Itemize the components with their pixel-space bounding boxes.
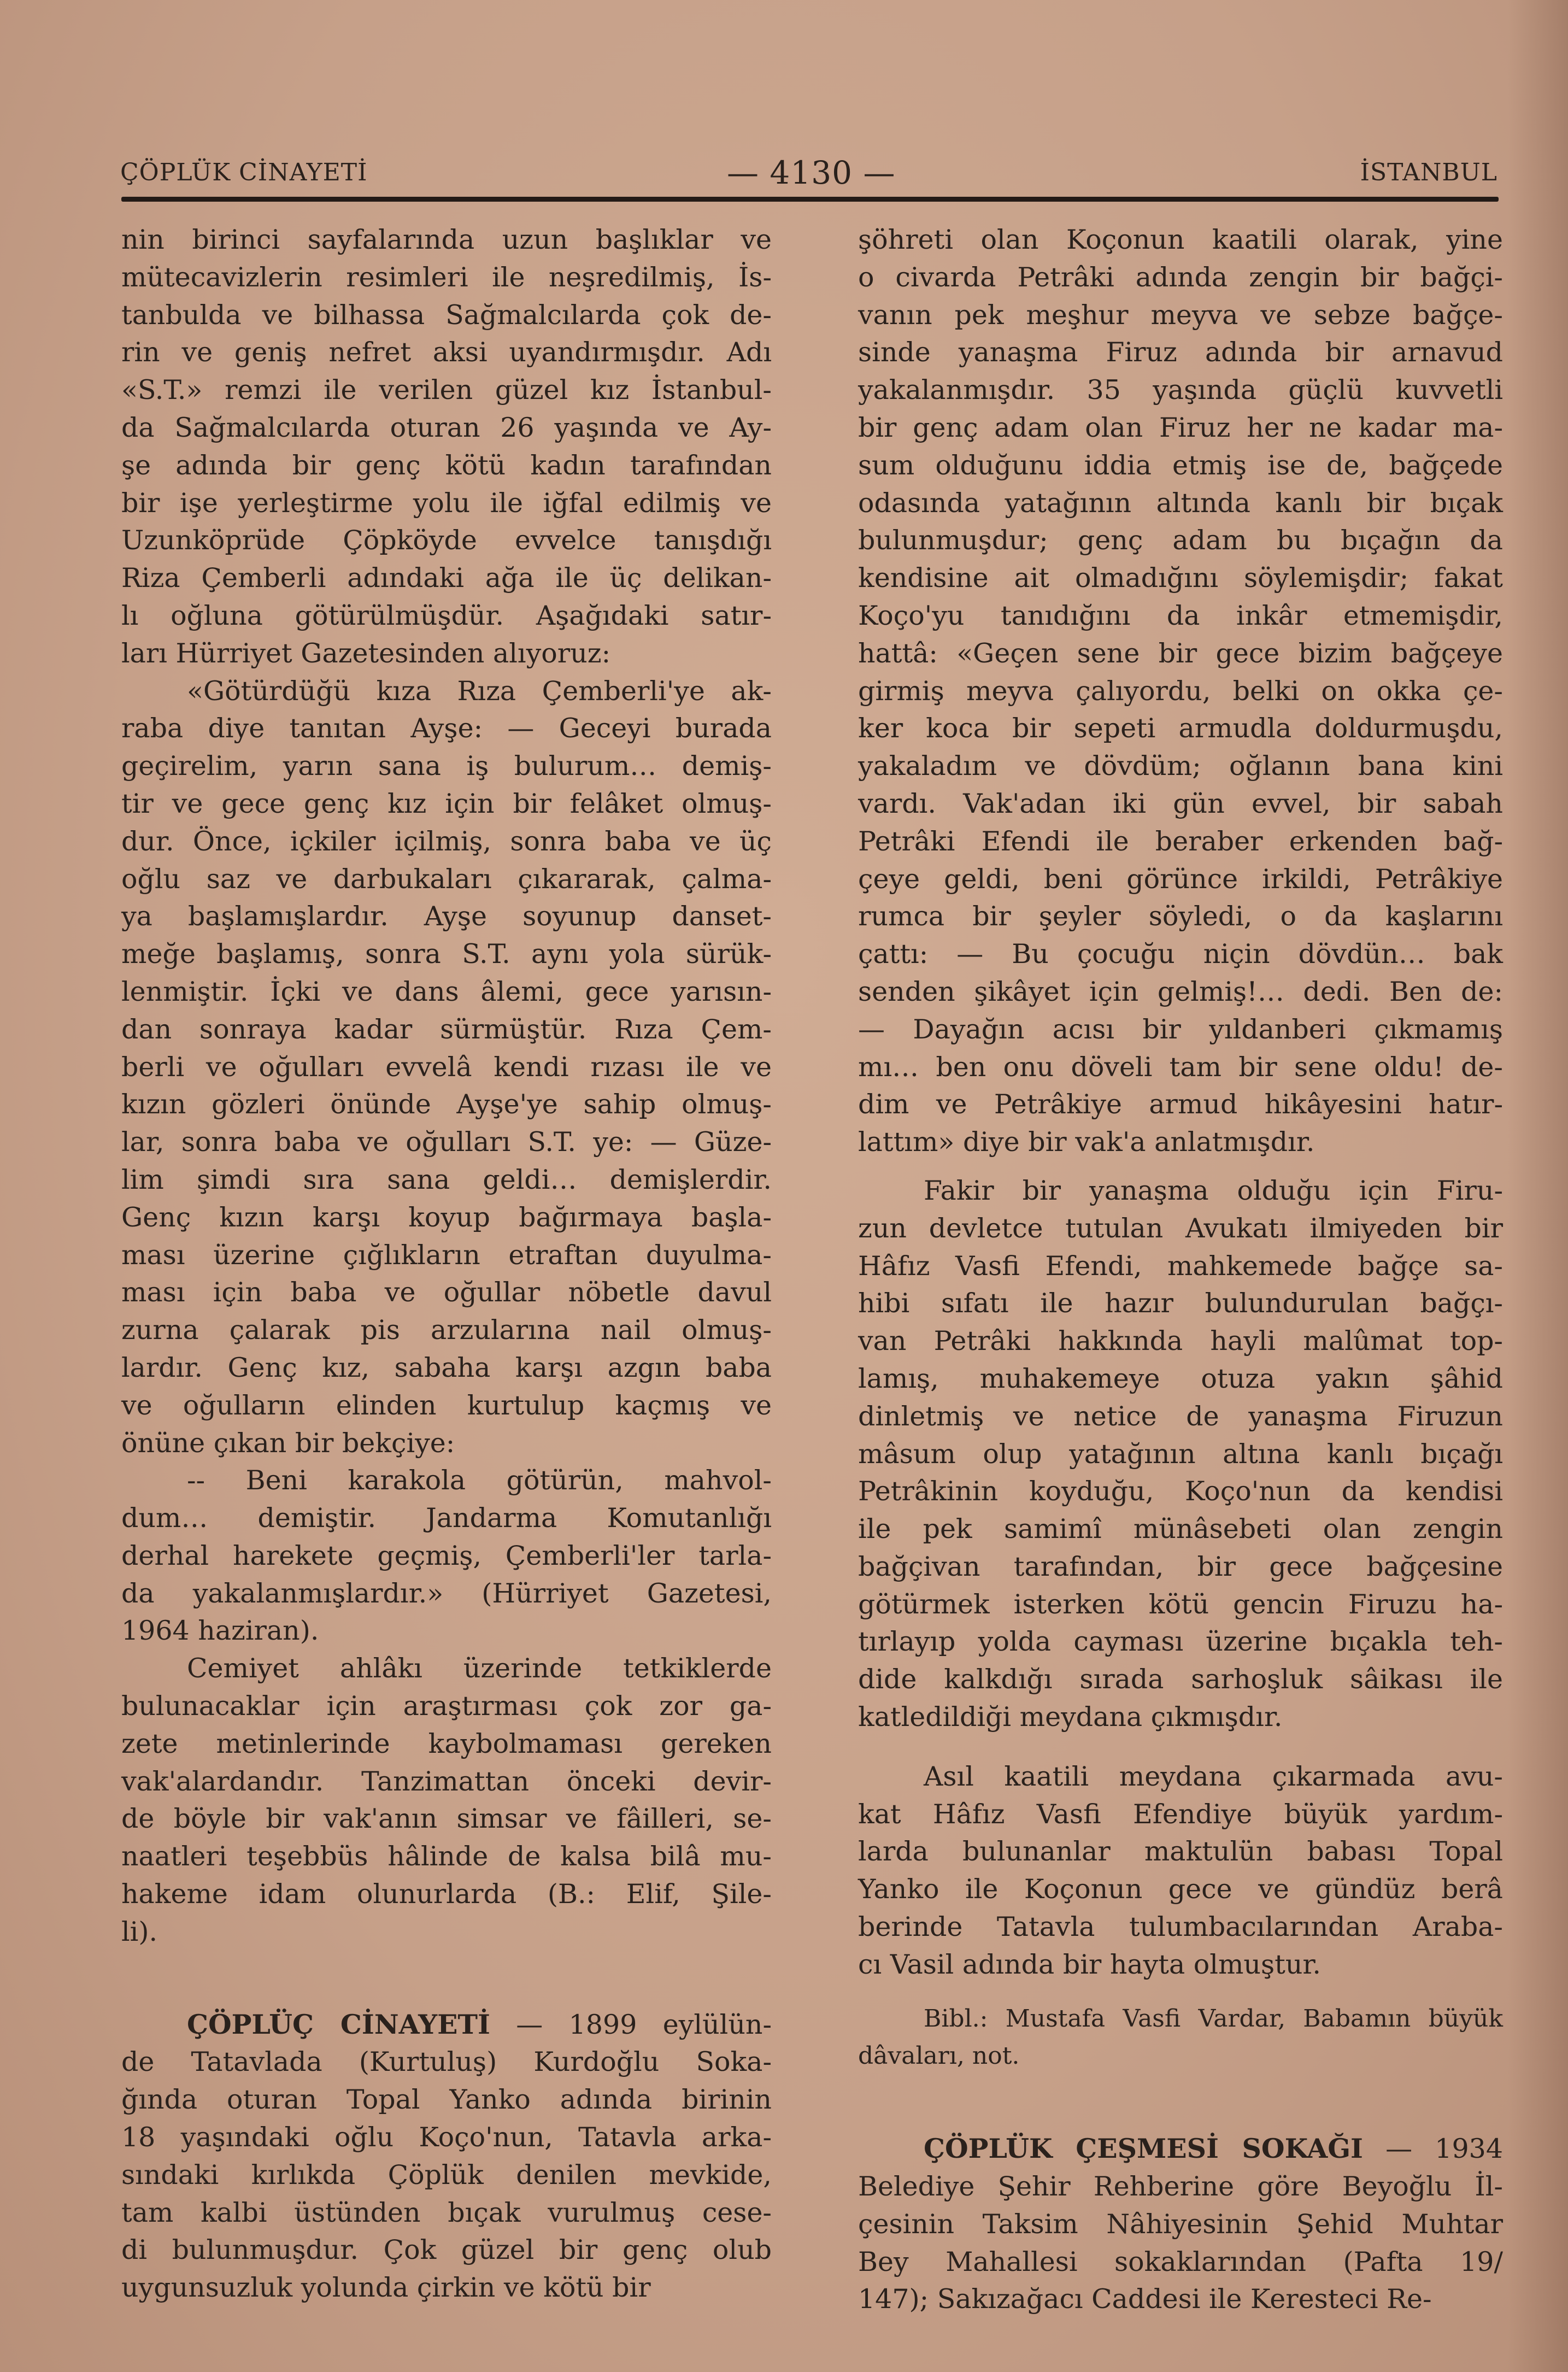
text-line: dinletmiş ve netice de yanaşma Firuzun (858, 1400, 1503, 1432)
spacer (858, 1736, 1503, 1758)
running-header (120, 154, 1497, 191)
entry-title: ÇÖPLÜK ÇEŞMESİ SOKAĞI (924, 2133, 1363, 2165)
text-line: da Sağmalcılarda oturan 26 yaşında ve Ay- (121, 412, 772, 443)
text-line: berinde Tatavla tulumbacılarından Araba- (858, 1911, 1503, 1943)
text-line: vak'alardandır. Tanzimattan önceki devir- (121, 1765, 772, 1797)
text-line: yakaladım ve dövdüm; oğlanın bana kini (858, 750, 1503, 782)
header-entry-title: ÇÖPLÜK CİNAYETİ (120, 158, 368, 186)
text-line: rin ve geniş nefret aksi uyandırmışdır. Adı (121, 337, 772, 368)
left-entry-2-body (121, 2044, 772, 2307)
entry-heading-coplüc-cinayeti (121, 2006, 772, 2044)
text-line: lar, sonra baba ve oğulları S.T. ye: — Güze- (121, 1126, 772, 1158)
text-line: senden şikâyet için gelmiş!… dedi. Ben de: (858, 976, 1503, 1007)
bibliography (858, 2000, 1503, 2076)
text-line: rumca bir şeyler söyledi, o da kaşlarını (858, 901, 1503, 932)
text-line: yakalanmışdır. 35 yaşında güçlü kuvvetli (858, 374, 1503, 406)
text-line: bağçivan tarafından, bir gece bağçesine (858, 1551, 1503, 1582)
text-line: vardı. Vak'adan iki gün evvel, bir sabah (858, 788, 1503, 819)
entry-heading-coplük-cesmesi-sokagi (858, 2130, 1503, 2168)
text-line: Yanko ile Koçonun gece ve gündüz berâ (858, 1874, 1503, 1905)
text-line: çesinin Taksim Nâhiyesinin Şehid Muhtar (858, 2208, 1503, 2240)
text-line: sinde yanaşma Firuz adında bir arnavud (858, 337, 1503, 368)
text-line: -- Beni karakola götürün, mahvol- (187, 1465, 772, 1496)
spacer (858, 1984, 1503, 2000)
text-line: uygunsuzluk yolunda çirkin ve kötü bir (121, 2272, 651, 2304)
text-line: tir ve gece genç kız için bir felâket olmuş- (121, 788, 772, 819)
text-line: dan sonraya kadar sürmüştür. Rıza Çem- (121, 1013, 772, 1045)
spacer (121, 1951, 772, 2006)
text-line: hibi sıfatı ile hazır bulundurulan bağçı- (858, 1288, 1503, 1319)
text-line: larda bulunanlar maktulün babası Topal (858, 1836, 1503, 1868)
text-line: katledildiği meydana çıkmışdır. (858, 1701, 1283, 1733)
text-line: ları Hürriyet Gazetesinden alıyoruz: (121, 637, 611, 669)
text-line: Riza Çemberli adındaki ağa ile üç delikan- (121, 562, 772, 594)
text-line: zurna çalarak pis arzularına nail olmuş- (121, 1314, 772, 1346)
text-line: dide kalkdığı sırada sarhoşluk sâikası ile (858, 1664, 1503, 1695)
text-line: şe adında bir genç kötü kadın tarafından (121, 449, 772, 481)
left-column (121, 221, 772, 2307)
entry-lead: — 1934 (1363, 2133, 1503, 2165)
text-line: zete metinlerinde kaybolmaması gereken (121, 1728, 772, 1759)
text-line: oğlu saz ve darbukaları çıkararak, çalma- (121, 863, 772, 895)
right-entry-3-body (858, 2168, 1503, 2318)
text-line: Asıl kaatili meydana çıkarmada avu- (924, 1760, 1503, 1792)
text-line: lim şimdi sıra sana geldi… demişlerdir. (121, 1164, 772, 1195)
text-line: Koço'yu tanıdığını da inkâr etmemişdir, (858, 600, 1503, 631)
text-line: kat Hâfız Vasfi Efendiye büyük yardım- (858, 1798, 1503, 1830)
text-line: nin birinci sayfalarında uzun başlıklar ve (121, 224, 772, 255)
text-line: Uzunköprüde Çöpköyde evvelce tanışdığı (121, 525, 772, 556)
text-line: berli ve oğulları evvelâ kendi rızası ile ve (121, 1051, 772, 1083)
text-line: sındaki kırlıkda Çöplük denilen mevkide, (121, 2159, 772, 2191)
spacer (858, 1161, 1503, 1172)
text-line: de böyle bir vak'anın simsar ve fâilleri, se- (121, 1803, 772, 1835)
text-line: li). (121, 1916, 158, 1947)
text-line: tam kalbi üstünden bıçak vurulmuş cese- (121, 2197, 772, 2228)
text-line: naatleri teşebbüs hâlinde de kalsa bilâ mu- (121, 1841, 772, 1872)
text-line: Fakir bir yanaşma olduğu için Firu- (924, 1175, 1503, 1206)
entry-lead: — 1899 eylülün- (490, 2009, 772, 2040)
text-line: önüne çıkan bir bekçiye: (121, 1427, 455, 1459)
text-line: çattı: — Bu çocuğu niçin dövdün… bak (858, 938, 1503, 970)
text-line: Genç kızın karşı koyup bağırmaya başla- (121, 1201, 772, 1233)
text-line: çeye geldi, beni görünce irkildi, Petrâkiye (858, 863, 1503, 895)
text-line: hakeme idam olunurlarda (B.: Elif, Şile- (121, 1878, 772, 1910)
page-edge-shadow (1508, 0, 1568, 2372)
left-para-1 (121, 221, 772, 673)
left-quote-2 (121, 1462, 772, 1650)
text-line: di bulunmuşdur. Çok güzel bir genç olub (121, 2234, 772, 2266)
text-line: bulunmuşdur; genç adam bu bıçağın da (858, 525, 1503, 556)
text-line: raba diye tanıtan Ayşe: — Geceyi burada (121, 713, 772, 744)
text-line: «Götürdüğü kıza Rıza Çemberli'ye ak- (187, 675, 772, 707)
text-line: van Petrâki hakkında hayli malûmat top- (858, 1325, 1503, 1357)
text-line: mı… ben onu döveli tam bir sene oldu! de- (858, 1051, 1503, 1083)
right-para-2 (858, 1172, 1503, 1736)
text-line: götürmek isterken kötü gencin Firuzu ha- (858, 1588, 1503, 1620)
text-line: Hâfız Vasfi Efendi, mahkemede bağçe sa- (858, 1250, 1503, 1282)
text-line: lardır. Genç kız, sabaha karşı azgın baba (121, 1352, 772, 1383)
right-para-1 (858, 221, 1503, 1161)
text-line: derhal harekete geçmiş, Çemberli'ler tarla- (121, 1540, 772, 1571)
text-line: hattâ: «Geçen sene bir gece bizim bağçeye (858, 637, 1503, 669)
right-para-3 (858, 1758, 1503, 1984)
text-line: Bibl.: Mustafa Vasfi Vardar, Babamın büyük (924, 2004, 1503, 2033)
text-line: ile pek samimî münâsebeti olan zengin (858, 1513, 1503, 1545)
text-line: Bey Mahallesi sokaklarından (Pafta 19/ (858, 2246, 1503, 2277)
text-line: mütecavizlerin resimleri ile neşredilmiş, İs- (121, 261, 772, 293)
page-number: — 4130 — (727, 154, 896, 191)
text-line: şöhreti olan Koçonun kaatili olarak, yine (858, 224, 1503, 255)
text-line: lamış, muhakemeye otuza yakın şâhid (858, 1363, 1503, 1394)
text-line: ması üzerine çığlıkların etraftan duyulma- (121, 1239, 772, 1271)
text-line: 18 yaşındaki oğlu Koço'nun, Tatavla arka- (121, 2122, 772, 2153)
text-line: bir genç adam olan Firuz her ne kadar ma- (858, 412, 1503, 443)
text-line: — Dayağın acısı bir yıldanberi çıkmamış (858, 1013, 1503, 1045)
text-line: zun devletce tutulan Avukatı ilmiyeden bir (858, 1212, 1503, 1244)
text-line: tırlayıp yolda cayması üzerine bıçakla teh- (858, 1626, 1503, 1658)
text-line: vanın pek meşhur meyva ve sebze bağçe- (858, 299, 1503, 331)
text-line: bulunacaklar için araştırması çok zor ga- (121, 1690, 772, 1722)
text-line: ker koca bir sepeti armudla doldurmuşdu, (858, 713, 1503, 744)
text-line: bir işe yerleştirme yolu ile iğfal edilmiş ve (121, 487, 772, 519)
text-line: «S.T.» remzi ile verilen güzel kız İstanbul- (121, 374, 772, 406)
text-line: Cemiyet ahlâkı üzerinde tetkiklerde (187, 1653, 772, 1684)
text-line: cı Vasil adında bir hayta olmuştur. (858, 1948, 1321, 1980)
text-line: kendisine ait olmadığını söylemişdir; fakat (858, 562, 1503, 594)
text-line: ması için baba ve oğullar nöbetle davul (121, 1277, 772, 1308)
text-line: 1964 haziran). (121, 1615, 319, 1647)
text-line: dim ve Petrâkiye armud hikâyesini hatır- (858, 1089, 1503, 1120)
text-line: meğe başlamış, sonra S.T. aynı yola sürük- (121, 938, 772, 970)
text-line: Petrâki Efendi ile beraber erkenden bağ- (858, 825, 1503, 857)
text-line: ya başlamışlardır. Ayşe soyunup danset- (121, 901, 772, 932)
entry-title: ÇÖPLÜÇ CİNAYETİ (187, 2008, 490, 2040)
text-line: tanbulda ve bilhassa Sağmalcılarda çok de- (121, 299, 772, 331)
text-line: 147); Sakızağacı Caddesi ile Keresteci Re- (858, 2283, 1432, 2315)
header-volume-title: İSTANBUL (1360, 158, 1497, 186)
left-para-2 (121, 1650, 772, 1951)
left-quote (121, 673, 772, 1463)
text-line: de Tatavlada (Kurtuluş) Kurdoğlu Soka- (121, 2046, 772, 2078)
text-line: Petrâkinin koyduğu, Koço'nun da kendisi (858, 1476, 1503, 1507)
text-line: ğında oturan Topal Yanko adında birinin (121, 2084, 772, 2116)
header-rule (121, 197, 1499, 202)
text-line: Belediye Şehir Rehberine göre Beyoğlu İl- (858, 2171, 1503, 2203)
text-line: mâsum olup yatağının altına kanlı bıçağı (858, 1438, 1503, 1470)
text-line: girmiş meyva çalıyordu, belki on okka çe- (858, 675, 1503, 707)
text-line: lı oğluna götürülmüşdür. Aşağıdaki satır- (121, 600, 772, 631)
text-line: ve oğulların elinden kurtulup kaçmış ve (121, 1389, 772, 1421)
text-line: da yakalanmışlardır.» (Hürriyet Gazetesi, (121, 1577, 772, 1609)
right-column (858, 221, 1503, 2318)
spacer (858, 2075, 1503, 2130)
text-line: sum olduğunu iddia etmiş ise de, bağçede (858, 449, 1503, 481)
text-line: geçirelim, yarın sana iş bulurum… demiş- (121, 750, 772, 782)
text-line: o civarda Petrâki adında zengin bir bağçi- (858, 261, 1503, 293)
text-line: lattım» diye bir vak'a anlatmışdır. (858, 1126, 1315, 1158)
text-line: odasında yatağının altında kanlı bir bıçak (858, 487, 1503, 519)
text-line: dum… demiştir. Jandarma Komutanlığı (121, 1502, 772, 1534)
text-line: lenmiştir. İçki ve dans âlemi, gece yarısın- (121, 976, 772, 1007)
text-line: kızın gözleri önünde Ayşe'ye sahip olmuş- (121, 1089, 772, 1120)
text-line: dur. Önce, içkiler içilmiş, sonra baba ve üç (121, 825, 772, 857)
text-line: dâvaları, not. (858, 2042, 1020, 2070)
